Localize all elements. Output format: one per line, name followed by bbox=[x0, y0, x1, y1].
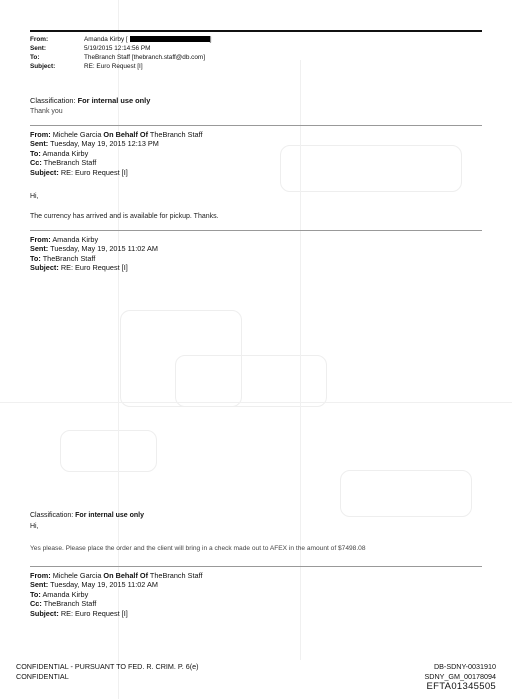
from-name: Amanda Kirby [ bbox=[84, 36, 128, 43]
header-rule bbox=[30, 30, 482, 32]
quoted-sent-row bbox=[30, 139, 203, 148]
message-greeting: Hi, bbox=[30, 193, 39, 200]
cc-value: TheBranch Staff bbox=[43, 158, 97, 168]
cc-label: Cc: bbox=[30, 158, 42, 168]
sent-label: Sent: bbox=[30, 139, 49, 149]
sent-value: Tuesday, May 19, 2015 12:13 PM bbox=[50, 139, 159, 149]
quoted-cc-row bbox=[30, 599, 203, 608]
quoted-cc-row bbox=[30, 158, 203, 167]
subject-value: RE: Euro Request [I] bbox=[84, 63, 143, 70]
sent-label: Sent: bbox=[30, 580, 49, 590]
quoted-header bbox=[30, 130, 203, 177]
classification-label: Classification: bbox=[30, 512, 74, 519]
to-label: To: bbox=[30, 148, 41, 158]
from-label: From: bbox=[30, 571, 51, 580]
classification-value: For internal use only bbox=[77, 96, 151, 105]
subject-label: Subject: bbox=[30, 63, 56, 70]
from-value-behalf: TheBranch Staff bbox=[149, 571, 203, 580]
from-label: From: bbox=[30, 130, 51, 139]
from-label: From: bbox=[30, 235, 51, 244]
classification-line bbox=[30, 512, 144, 519]
quoted-sent-row bbox=[30, 244, 158, 253]
to-value: TheBranch Staff bbox=[42, 253, 96, 263]
email-header bbox=[30, 35, 211, 71]
to-label: To: bbox=[30, 589, 41, 599]
from-value bbox=[84, 35, 211, 44]
confidential-notice: CONFIDENTIAL - PURSUANT TO FED. R. CRIM. P. 6(e) bbox=[16, 662, 199, 671]
sent-value: 5/19/2015 12:14:56 PM bbox=[84, 45, 151, 52]
message-body: Yes please. Please place the order and the client will bring in a check made out to AFEX in the amount of $7498.08 bbox=[30, 545, 366, 552]
subject-value: RE: Euro Request [I] bbox=[60, 167, 128, 177]
from-value: Amanda Kirby bbox=[52, 235, 99, 244]
cc-value: TheBranch Staff bbox=[43, 599, 97, 609]
redaction-bar bbox=[130, 36, 210, 42]
watermark-block bbox=[60, 430, 157, 472]
quoted-subject-row bbox=[30, 168, 203, 177]
to-label: To: bbox=[30, 54, 40, 61]
header-from-row bbox=[30, 35, 211, 44]
classification-label: Classification: bbox=[30, 96, 76, 105]
message-separator bbox=[30, 230, 482, 231]
confidentiality-footer bbox=[16, 662, 199, 682]
quoted-sent-row bbox=[30, 580, 203, 589]
quoted-header bbox=[30, 571, 203, 618]
bates-number-sdny: SDNY_GM_00178094 bbox=[424, 672, 496, 681]
message-greeting: Hi, bbox=[30, 523, 39, 530]
classification-line bbox=[30, 96, 150, 105]
to-value: TheBranch Staff [thebranch.staff@db.com] bbox=[84, 54, 205, 61]
subject-label: Subject: bbox=[30, 263, 59, 273]
quoted-from-row bbox=[30, 235, 158, 244]
message-separator bbox=[30, 566, 482, 567]
header-sent-row bbox=[30, 44, 211, 53]
subject-value: RE: Euro Request [I] bbox=[60, 608, 128, 618]
quoted-subject-row bbox=[30, 609, 203, 618]
sent-value: Tuesday, May 19, 2015 11:02 AM bbox=[50, 244, 158, 254]
watermark-line bbox=[0, 402, 512, 403]
bates-number-db: DB-SDNY-0031910 bbox=[433, 662, 496, 671]
header-subject-row bbox=[30, 62, 211, 71]
watermark-block bbox=[175, 355, 327, 407]
to-value: Amanda Kirby bbox=[42, 148, 89, 158]
on-behalf-label: On Behalf Of bbox=[103, 571, 149, 580]
subject-value: RE: Euro Request [I] bbox=[60, 263, 128, 273]
on-behalf-label: On Behalf Of bbox=[103, 130, 149, 139]
bates-number-efta: EFTA01345505 bbox=[426, 681, 496, 692]
from-label: From: bbox=[30, 36, 49, 43]
from-value: Michele Garcia bbox=[52, 130, 102, 139]
from-value-behalf: TheBranch Staff bbox=[149, 130, 203, 139]
subject-label: Subject: bbox=[30, 167, 59, 177]
sent-label: Sent: bbox=[30, 45, 46, 52]
quoted-to-row bbox=[30, 254, 158, 263]
quoted-from-row bbox=[30, 130, 203, 139]
classification-value: For internal use only bbox=[75, 512, 144, 519]
quoted-to-row bbox=[30, 149, 203, 158]
quoted-to-row bbox=[30, 590, 203, 599]
sent-label: Sent: bbox=[30, 244, 49, 254]
quoted-from-row bbox=[30, 571, 203, 580]
bates-footer bbox=[424, 662, 496, 692]
from-value: Michele Garcia bbox=[52, 571, 102, 580]
message-separator bbox=[30, 125, 482, 126]
message-body: Thank you bbox=[30, 108, 63, 115]
header-to-row bbox=[30, 53, 211, 62]
watermark-block bbox=[280, 145, 462, 192]
subject-label: Subject: bbox=[30, 608, 59, 618]
cc-label: Cc: bbox=[30, 599, 42, 609]
watermark-block bbox=[340, 470, 472, 517]
redaction-close: ] bbox=[209, 36, 212, 43]
message-body: The currency has arrived and is available for pickup. Thanks. bbox=[30, 213, 219, 220]
quoted-subject-row bbox=[30, 263, 158, 272]
watermark-line bbox=[300, 60, 301, 660]
quoted-header bbox=[30, 235, 158, 273]
sent-value: Tuesday, May 19, 2015 11:02 AM bbox=[50, 580, 158, 590]
confidential-label: CONFIDENTIAL bbox=[16, 672, 69, 681]
to-label: To: bbox=[30, 253, 41, 263]
to-value: Amanda Kirby bbox=[42, 589, 89, 599]
